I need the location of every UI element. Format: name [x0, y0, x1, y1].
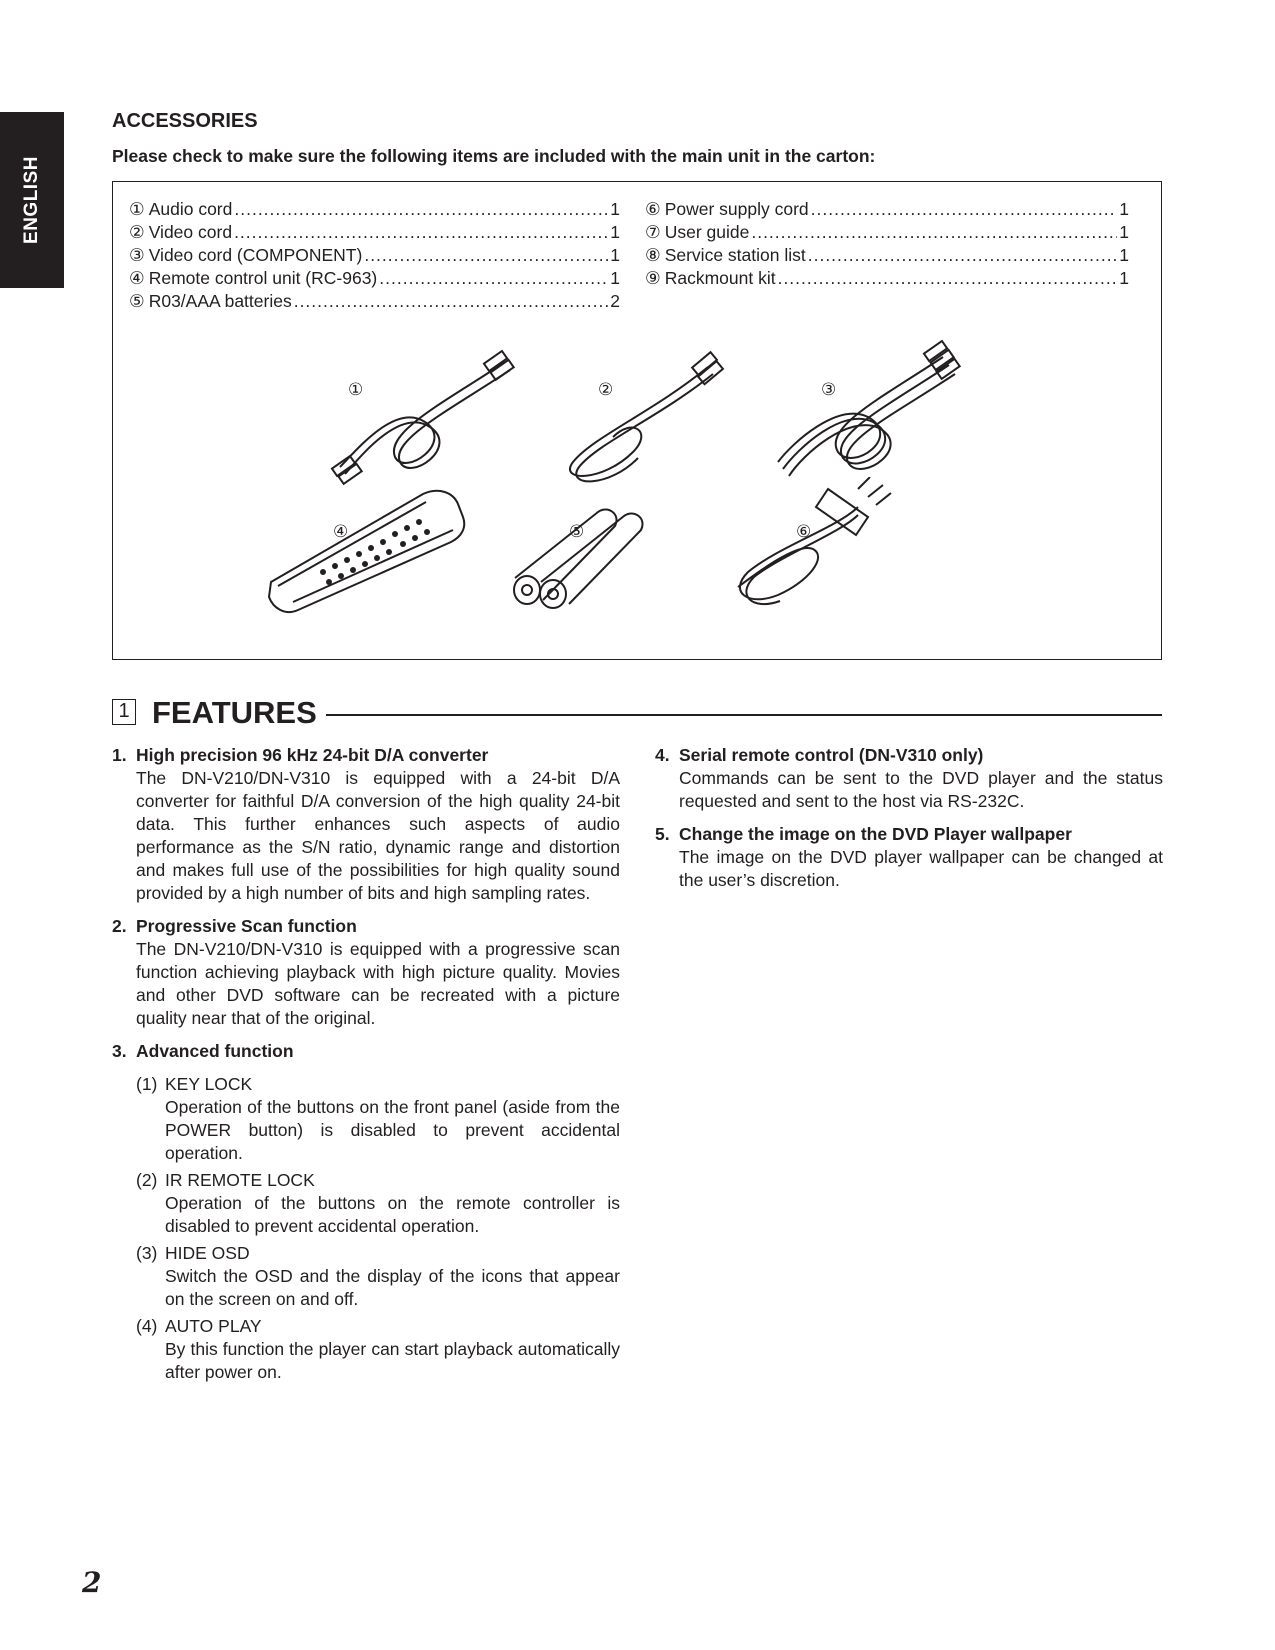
feature-title: Advanced function	[136, 1041, 294, 1061]
audio-cord-icon	[325, 342, 525, 492]
features-column-left	[112, 744, 620, 1394]
batteries-icon	[503, 500, 663, 610]
list-item: ③ Video cord (COMPONENT) ..... 1	[129, 244, 620, 267]
feature-title: Progressive Scan function	[136, 916, 357, 936]
list-item: ① Audio cord ..... 1	[129, 198, 620, 221]
feature-item: 3. Advanced function (1) KEY LOCK Operation of the buttons on the front panel (aside from the POWER button) is disabled to prevent accidental operation. (2) IR REMOTE LOCK Operation of the buttons on the remote controller is disabled to prevent accidental operation. (3) HIDE OSD Switch the OSD and the display of the icons that appear on the screen on and off. (4) AUTO PLAY By this function the player can start playback automatically after power on.	[112, 1041, 620, 1382]
sub-item: (2) IR REMOTE LOCK Operation of the buttons on the remote controller is disabled to prevent accidental operation.	[136, 1170, 620, 1236]
accessories-list-left	[129, 198, 620, 313]
language-tab	[0, 112, 64, 288]
language-tab-label: ENGLISH	[21, 156, 42, 244]
feature-body: The image on the DVD player wallpaper can be changed at the user’s discretion.	[679, 847, 1163, 890]
features-title: FEATURES	[152, 695, 317, 730]
feature-body: The DN-V210/DN-V310 is equipped with a 24-bit D/A converter for faithful D/A conversion of the high quality 24-bit data. This further enhances such aspects of audio performance as the S/N ratio, dynamic range and distortion and makes full use of the possibilities for high quality sound provided by a high number of bits and high sampling rates.	[136, 768, 620, 903]
list-item: ④ Remote control unit (RC-963) ..... 1	[129, 267, 620, 290]
component-cord-icon	[763, 332, 963, 482]
accessories-title: ACCESSORIES	[112, 110, 258, 132]
list-item: ⑨ Rackmount kit ..... 1	[645, 267, 1129, 290]
sub-item: (3) HIDE OSD Switch the OSD and the display of the icons that appear on the screen on and off.	[136, 1243, 620, 1309]
feature-body: The DN-V210/DN-V310 is equipped with a progressive scan function achieving playback with high picture quality. Movies and other DVD software can be recreated with a picture quality near that of the original.	[136, 939, 620, 1028]
accessories-list-right	[645, 198, 1129, 290]
feature-item: 1. High precision 96 kHz 24-bit D/A converter The DN-V210/DN-V310 is equipped with a 24-bit D/A converter for faithful D/A conversion of the high quality 24-bit data. This further enhances such aspects of audio performance as the S/N ratio, dynamic range and distortion and makes full use of the possibilities for high quality sound provided by a high number of bits and high sampling rates.	[112, 745, 620, 903]
illustration-label-power-cord: ⑥	[796, 522, 812, 541]
accessories-intro: Please check to make sure the following items are included with the main unit in the carton:	[112, 146, 876, 166]
list-item: ⑦ User guide ..... 1	[645, 221, 1129, 244]
sub-item: (1) KEY LOCK Operation of the buttons on the front panel (aside from the POWER button) is disabled to prevent accidental operation.	[136, 1074, 620, 1163]
remote-control-icon	[263, 482, 473, 622]
features-heading	[112, 693, 1162, 733]
section-number: 1	[112, 699, 136, 725]
list-item: ② Video cord ..... 1	[129, 221, 620, 244]
illustration-label-audio-cord: ①	[348, 380, 364, 399]
illustration-label-video-cord: ②	[598, 380, 614, 399]
sub-item: (4) AUTO PLAY By this function the player can start playback automatically after power on.	[136, 1316, 620, 1382]
page-number: 2	[82, 1566, 102, 1599]
heading-rule	[326, 714, 1162, 716]
video-cord-icon	[533, 342, 733, 492]
feature-item: 2. Progressive Scan function The DN-V210/DN-V310 is equipped with a progressive scan function achieving playback with high picture quality. Movies and other DVD software can be recreated with a picture quality near that of the original.	[112, 916, 620, 1028]
feature-title: Change the image on the DVD Player wallpaper	[679, 824, 1072, 844]
illustration-label-remote: ④	[333, 522, 349, 541]
feature-body: Commands can be sent to the DVD player and the status requested and sent to the host via RS-232C.	[679, 768, 1163, 811]
features-column-right	[655, 744, 1163, 902]
illustration-label-batteries: ⑤	[569, 522, 585, 541]
feature-title: High precision 96 kHz 24-bit D/A converter	[136, 745, 489, 765]
feature-title: Serial remote control (DN-V310 only)	[679, 745, 984, 765]
accessories-box	[112, 181, 1162, 660]
feature-item: 5. Change the image on the DVD Player wallpaper The image on the DVD player wallpaper can be changed at the user’s discretion.	[655, 824, 1163, 890]
list-item: ⑧ Service station list ..... 1	[645, 244, 1129, 267]
list-item: ⑤ R03/AAA batteries ..... 2	[129, 290, 620, 313]
list-item: ⑥ Power supply cord ..... 1	[645, 198, 1129, 221]
illustration-label-component-cord: ③	[821, 380, 837, 399]
power-cord-icon	[718, 477, 918, 617]
feature-item: 4. Serial remote control (DN-V310 only) Commands can be sent to the DVD player and the status requested and sent to the host via RS-232C.	[655, 745, 1163, 811]
